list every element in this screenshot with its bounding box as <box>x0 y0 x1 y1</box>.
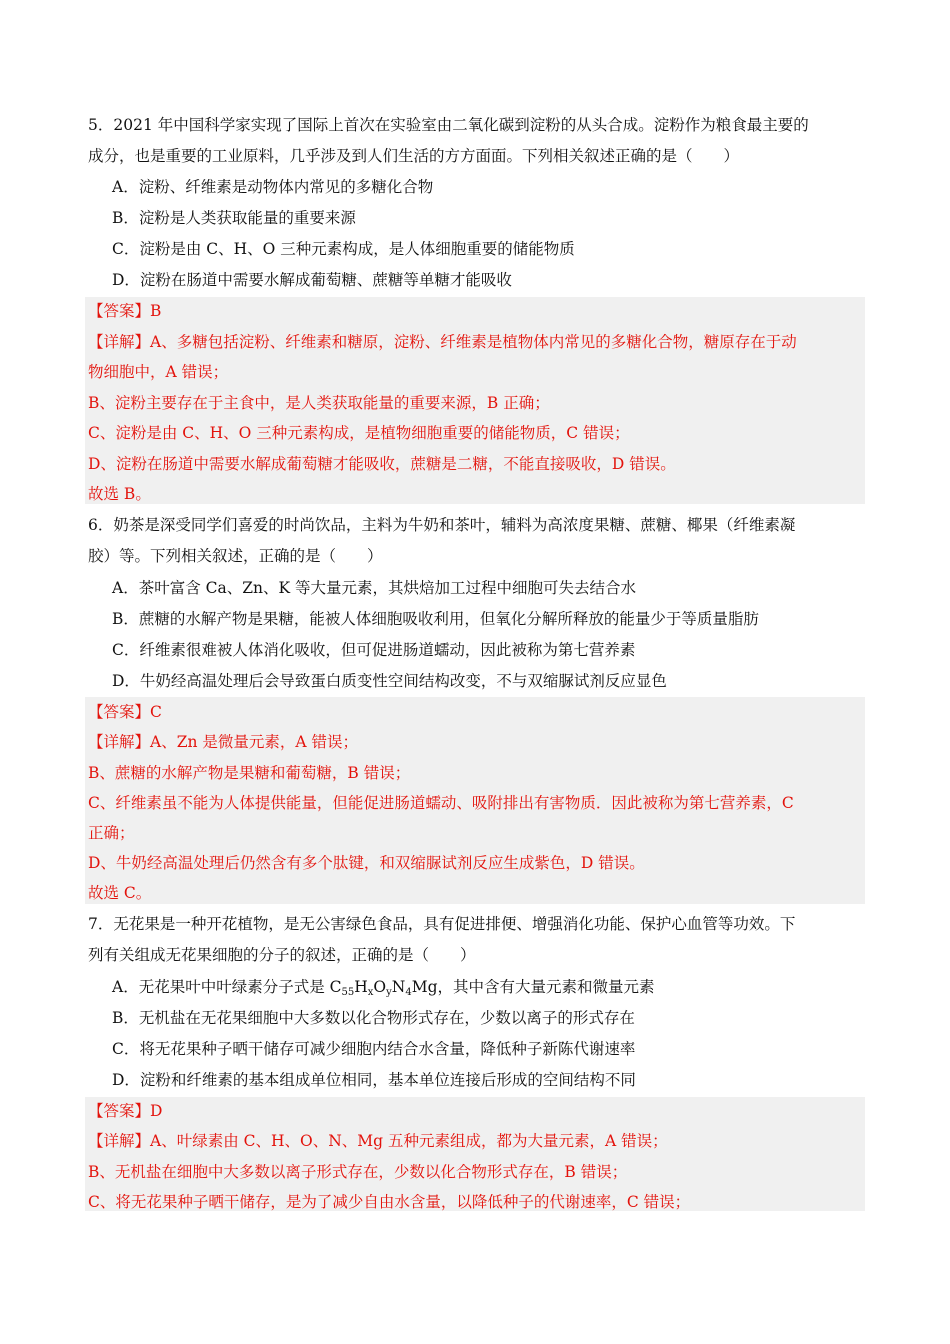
question-6-conclusion: 故选 C。 <box>88 884 152 902</box>
question-5-detail-line1 <box>88 331 797 353</box>
question-5-option-d: D．淀粉在肠道中需要水解成葡萄糖、蔗糖等单糖才能吸收 <box>112 271 512 289</box>
element-n: N <box>391 978 406 996</box>
question-6-detail-d: D、牛奶经高温处理后仍然含有多个肽键，和双缩脲试剂反应生成紫色，D 错误。 <box>88 854 645 872</box>
answer-label: 【答案】 <box>88 1102 151 1120</box>
question-7-detail-b: B、无机盐在细胞中大多数以离子形式存在，少数以化合物形式存在，B 错误； <box>88 1163 628 1181</box>
question-5-answer <box>88 300 161 322</box>
question-6-option-b: B．蔗糖的水解产物是果糖，能被人体细胞吸收利用，但氧化分解所释放的能量少于等质量脂肪 <box>112 610 759 628</box>
detail-label: 【详解】 <box>88 1132 151 1150</box>
detail-text: A、多糖包括淀粉、纤维素和糖原，淀粉、纤维素是植物体内常见的多糖化合物，糖原存在于动 <box>150 333 797 351</box>
question-7-option-b: B．无机盐在无花果细胞中大多数以化合物形式存在，少数以离子的形式存在 <box>112 1009 635 1027</box>
question-5-stem-line1: 5．2021 年中国科学家实现了国际上首次在实验室由二氧化碳到淀粉的从头合成。淀粉作为粮食最主要的 <box>88 116 809 134</box>
question-6-option-d: D．牛奶经高温处理后会导致蛋白质变性空间结构改变，不与双缩脲试剂反应显色 <box>112 672 667 690</box>
question-5-option-c: C．淀粉是由 C、H、O 三种元素构成，是人体细胞重要的储能物质 <box>112 240 575 258</box>
question-7-option-d: D．淀粉和纤维素的基本组成单位相同，基本单位连接后形成的空间结构不同 <box>112 1071 636 1089</box>
question-6-option-c: C．纤维素很难被人体消化吸收，但可促进肠道蠕动，因此被称为第七营养素 <box>112 641 636 659</box>
question-6-answer <box>88 701 162 723</box>
subscript-o: y <box>386 987 392 998</box>
question-5-detail-b: B、淀粉主要存在于主食中，是人类获取能量的重要来源，B 正确； <box>88 394 550 412</box>
question-7-stem-line1: 7．无花果是一种开花植物，是无公害绿色食品，具有促进排便、增强消化功能、保护心血管等功效。下 <box>88 915 796 933</box>
question-6-detail-c: C、纤维素虽不能为人体提供能量，但能促进肠道蠕动、吸附排出有害物质．因此被称为第七营养素，C <box>88 794 794 812</box>
question-7-detail-c: C、将无花果种子晒干储存，是为了减少自由水含量，以降低种子的代谢速率，C 错误； <box>88 1193 691 1211</box>
subscript-n: 4 <box>405 987 412 998</box>
question-7-detail-line1 <box>88 1130 668 1152</box>
option-a-prefix: A．无花果叶中叶绿素分子式是 C <box>112 978 342 996</box>
question-6-detail-c-cont: 正确； <box>88 824 135 842</box>
question-6-detail-line1 <box>88 731 358 753</box>
detail-label: 【详解】 <box>88 733 151 751</box>
detail-text: A、Zn 是微量元素，A 错误； <box>150 733 359 751</box>
element-h: H <box>354 978 368 996</box>
answer-label: 【答案】 <box>88 703 151 721</box>
question-7-answer <box>88 1100 162 1122</box>
question-5-detail-line2: 物细胞中，A 错误； <box>88 363 229 381</box>
question-5-detail-d: D、淀粉在肠道中需要水解成葡萄糖才能吸收，蔗糖是二糖，不能直接吸收，D 错误。 <box>88 455 676 473</box>
subscript-c: 55 <box>341 987 355 998</box>
answer-value: B <box>150 302 162 320</box>
question-6-stem-line2: 胶）等。下列相关叙述，正确的是（ ） <box>88 547 383 565</box>
element-o: O <box>373 978 387 996</box>
question-6-detail-b: B、蔗糖的水解产物是果糖和葡萄糖，B 错误； <box>88 764 411 782</box>
option-a-suffix: Mg，其中含有大量元素和微量元素 <box>411 978 655 996</box>
question-5-stem-line2: 成分，也是重要的工业原料，几乎涉及到人们生活的方方面面。下列相关叙述正确的是（ ） <box>88 147 740 165</box>
question-5-conclusion: 故选 B。 <box>88 485 151 503</box>
answer-value: D <box>150 1102 163 1120</box>
question-6-stem-line1: 6．奶茶是深受同学们喜爱的时尚饮品，主料为牛奶和茶叶，辅料为高浓度果糖、蔗糖、椰果（纤维素凝 <box>88 516 796 534</box>
question-7-option-c: C．将无花果种子晒干储存可减少细胞内结合水含量，降低种子新陈代谢速率 <box>112 1040 636 1058</box>
answer-label: 【答案】 <box>88 302 151 320</box>
question-5-detail-c: C、淀粉是由 C、H、O 三种元素构成，是植物细胞重要的储能物质，C 错误； <box>88 424 630 442</box>
subscript-h: x <box>367 987 374 998</box>
question-7-stem-line2: 列有关组成无花果细胞的分子的叙述，正确的是（ ） <box>88 946 476 964</box>
question-6-option-a: A．茶叶富含 Ca、Zn、K 等大量元素，其烘焙加工过程中细胞可失去结合水 <box>112 579 636 597</box>
answer-value: C <box>150 703 162 721</box>
question-5-option-a: A．淀粉、纤维素是动物体内常见的多糖化合物 <box>112 178 434 196</box>
question-7-option-a <box>112 976 655 1004</box>
detail-text: A、叶绿素由 C、H、O、N、Mg 五种元素组成，都为大量元素，A 错误； <box>150 1132 668 1150</box>
question-5-option-b: B．淀粉是人类获取能量的重要来源 <box>112 209 356 227</box>
detail-label: 【详解】 <box>88 333 151 351</box>
